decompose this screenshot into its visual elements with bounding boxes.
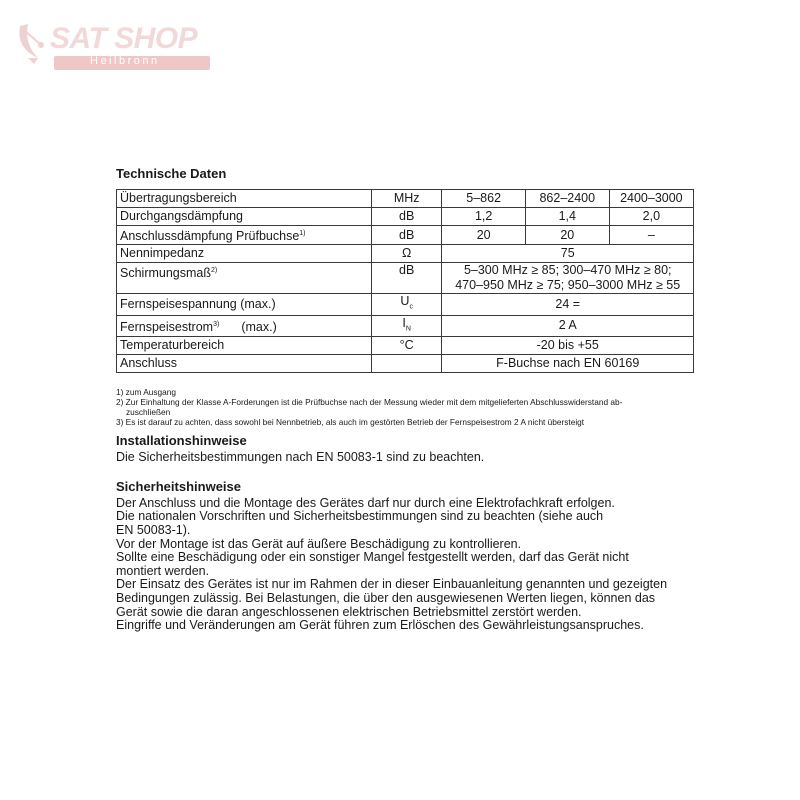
installation-text (116, 451, 696, 465)
table-row (117, 245, 694, 263)
row-unit (371, 355, 442, 373)
row-value: 24 = (442, 294, 694, 316)
table-row (117, 337, 694, 355)
row-label-text: Anschlussdämpfung Prüfbuchse (120, 229, 300, 244)
row-unit (371, 315, 442, 337)
installation-line: Die Sicherheitsbestimmungen nach EN 50083-1 sind zu beachten. (116, 450, 485, 465)
row-label-text: Schirmungsmaß (120, 266, 211, 281)
footnotes (116, 387, 696, 427)
footnote-1: 1) zum Ausgang (116, 387, 176, 398)
row-unit: MHz (371, 190, 442, 208)
row-label (117, 315, 372, 337)
table-row (117, 315, 694, 337)
footnote-2: 2) Zur Einhaltung der Klasse A-Forderungen ist die Prüfbuchse nach der Messung wieder mit dem mitgelieferten Abschlusswiderstand ab- (116, 397, 623, 408)
document-content (116, 166, 696, 633)
table-row (117, 208, 694, 226)
row-label-tail: (max.) (241, 319, 277, 334)
footnote-ref: 3) (213, 320, 220, 328)
safety-line: Der Einsatz des Gerätes ist nur im Rahmen der in dieser Einbauanleitung genannten und gezeigten (116, 577, 668, 592)
shielding-line-1: 5–300 MHz ≥ 85; 300–470 MHz ≥ 80; (463, 263, 672, 278)
logo-subtitle: Heilbronn (90, 55, 160, 67)
row-value: – (609, 226, 693, 245)
row-unit: dB (371, 263, 442, 294)
safety-line: Eingriffe und Veränderungen am Gerät führen zum Erlöschen des Gewährleistungsanspruches. (116, 618, 644, 633)
row-value: 20 (525, 226, 609, 245)
logo-title: SAT SHOP (50, 22, 198, 55)
table-row (117, 355, 694, 373)
row-value: 1,4 (525, 208, 609, 226)
safety-line: Gerät sowie die daran angeschlossenen elektrischen Betriebsmittel zerstört werden. (116, 604, 582, 619)
row-value: 2 A (442, 315, 694, 337)
row-unit (371, 294, 442, 316)
unit-symbol: U (400, 294, 410, 309)
safety-line: EN 50083-1). (116, 522, 191, 537)
row-label: Anschluss (117, 355, 372, 373)
shielding-line-2: 470–950 MHz ≥ 75; 950–3000 MHz ≥ 55 (455, 278, 681, 293)
row-value: 2,0 (609, 208, 693, 226)
row-label: Temperaturbereich (117, 337, 372, 355)
row-value: 2400–3000 (609, 190, 693, 208)
row-label (117, 226, 372, 245)
table-row (117, 190, 694, 208)
safety-line: Vor der Montage ist das Gerät auf äußere Beschädigung zu kontrollieren. (116, 536, 522, 551)
row-value: 5–862 (442, 190, 525, 208)
safety-line: Der Anschluss und die Montage des Gerätes darf nur durch eine Elektrofachkraft erfolgen. (116, 495, 615, 510)
row-label: Übertragungsbereich (117, 190, 372, 208)
row-value: 75 (442, 245, 694, 263)
row-label: Fernspeisespannung (max.) (117, 294, 372, 316)
row-value: 20 (442, 226, 525, 245)
tech-data-table (116, 189, 694, 373)
row-label: Nennimpedanz (117, 245, 372, 263)
row-value (442, 263, 694, 294)
safety-text (116, 497, 696, 633)
installation-heading: Installationshinweise (116, 433, 247, 449)
sat-shop-logo (14, 18, 214, 74)
safety-line: Bedingungen zulässig. Bei Belastungen, die über den ausgewiesenen Werten liegen, können das (116, 590, 656, 605)
row-unit: °C (371, 337, 442, 355)
footnote-2-cont: zuschließen (126, 407, 171, 418)
row-value: 1,2 (442, 208, 525, 226)
row-label-text: Fernspeisestrom (120, 319, 214, 334)
table-row (117, 226, 694, 245)
safety-line: Sollte eine Beschädigung oder ein sonstiger Mangel festgestellt werden, darf das Gerät nicht (116, 550, 629, 565)
row-value: -20 bis +55 (442, 337, 694, 355)
footnote-ref: 2) (211, 267, 218, 275)
row-unit: dB (371, 226, 442, 245)
unit-symbol: I (402, 315, 406, 330)
tech-data-heading: Technische Daten (116, 166, 227, 181)
safety-line: Die nationalen Vorschriften und Sicherheitsbestimmungen sind zu beachten (siehe auch (116, 509, 604, 524)
row-value: F-Buchse nach EN 60169 (442, 355, 694, 373)
safety-heading: Sicherheitshinweise (116, 478, 241, 494)
row-value: 862–2400 (525, 190, 609, 208)
safety-line: montiert werden. (116, 563, 210, 578)
table-row (117, 263, 694, 294)
footnote-ref: 1) (299, 230, 306, 237)
table-row (117, 294, 694, 316)
row-label (117, 263, 372, 294)
row-label: Durchgangsdämpfung (117, 208, 372, 226)
unit-subscript: N (405, 325, 411, 333)
row-unit: dB (371, 208, 442, 226)
row-unit: Ω (371, 245, 442, 263)
footnote-3: 3) Es ist darauf zu achten, dass sowohl bei Nennbetrieb, als auch im gestörten Betrieb der Fernspeisestrom 2 A nicht übersteigt (116, 417, 585, 428)
unit-subscript: c (409, 303, 413, 311)
